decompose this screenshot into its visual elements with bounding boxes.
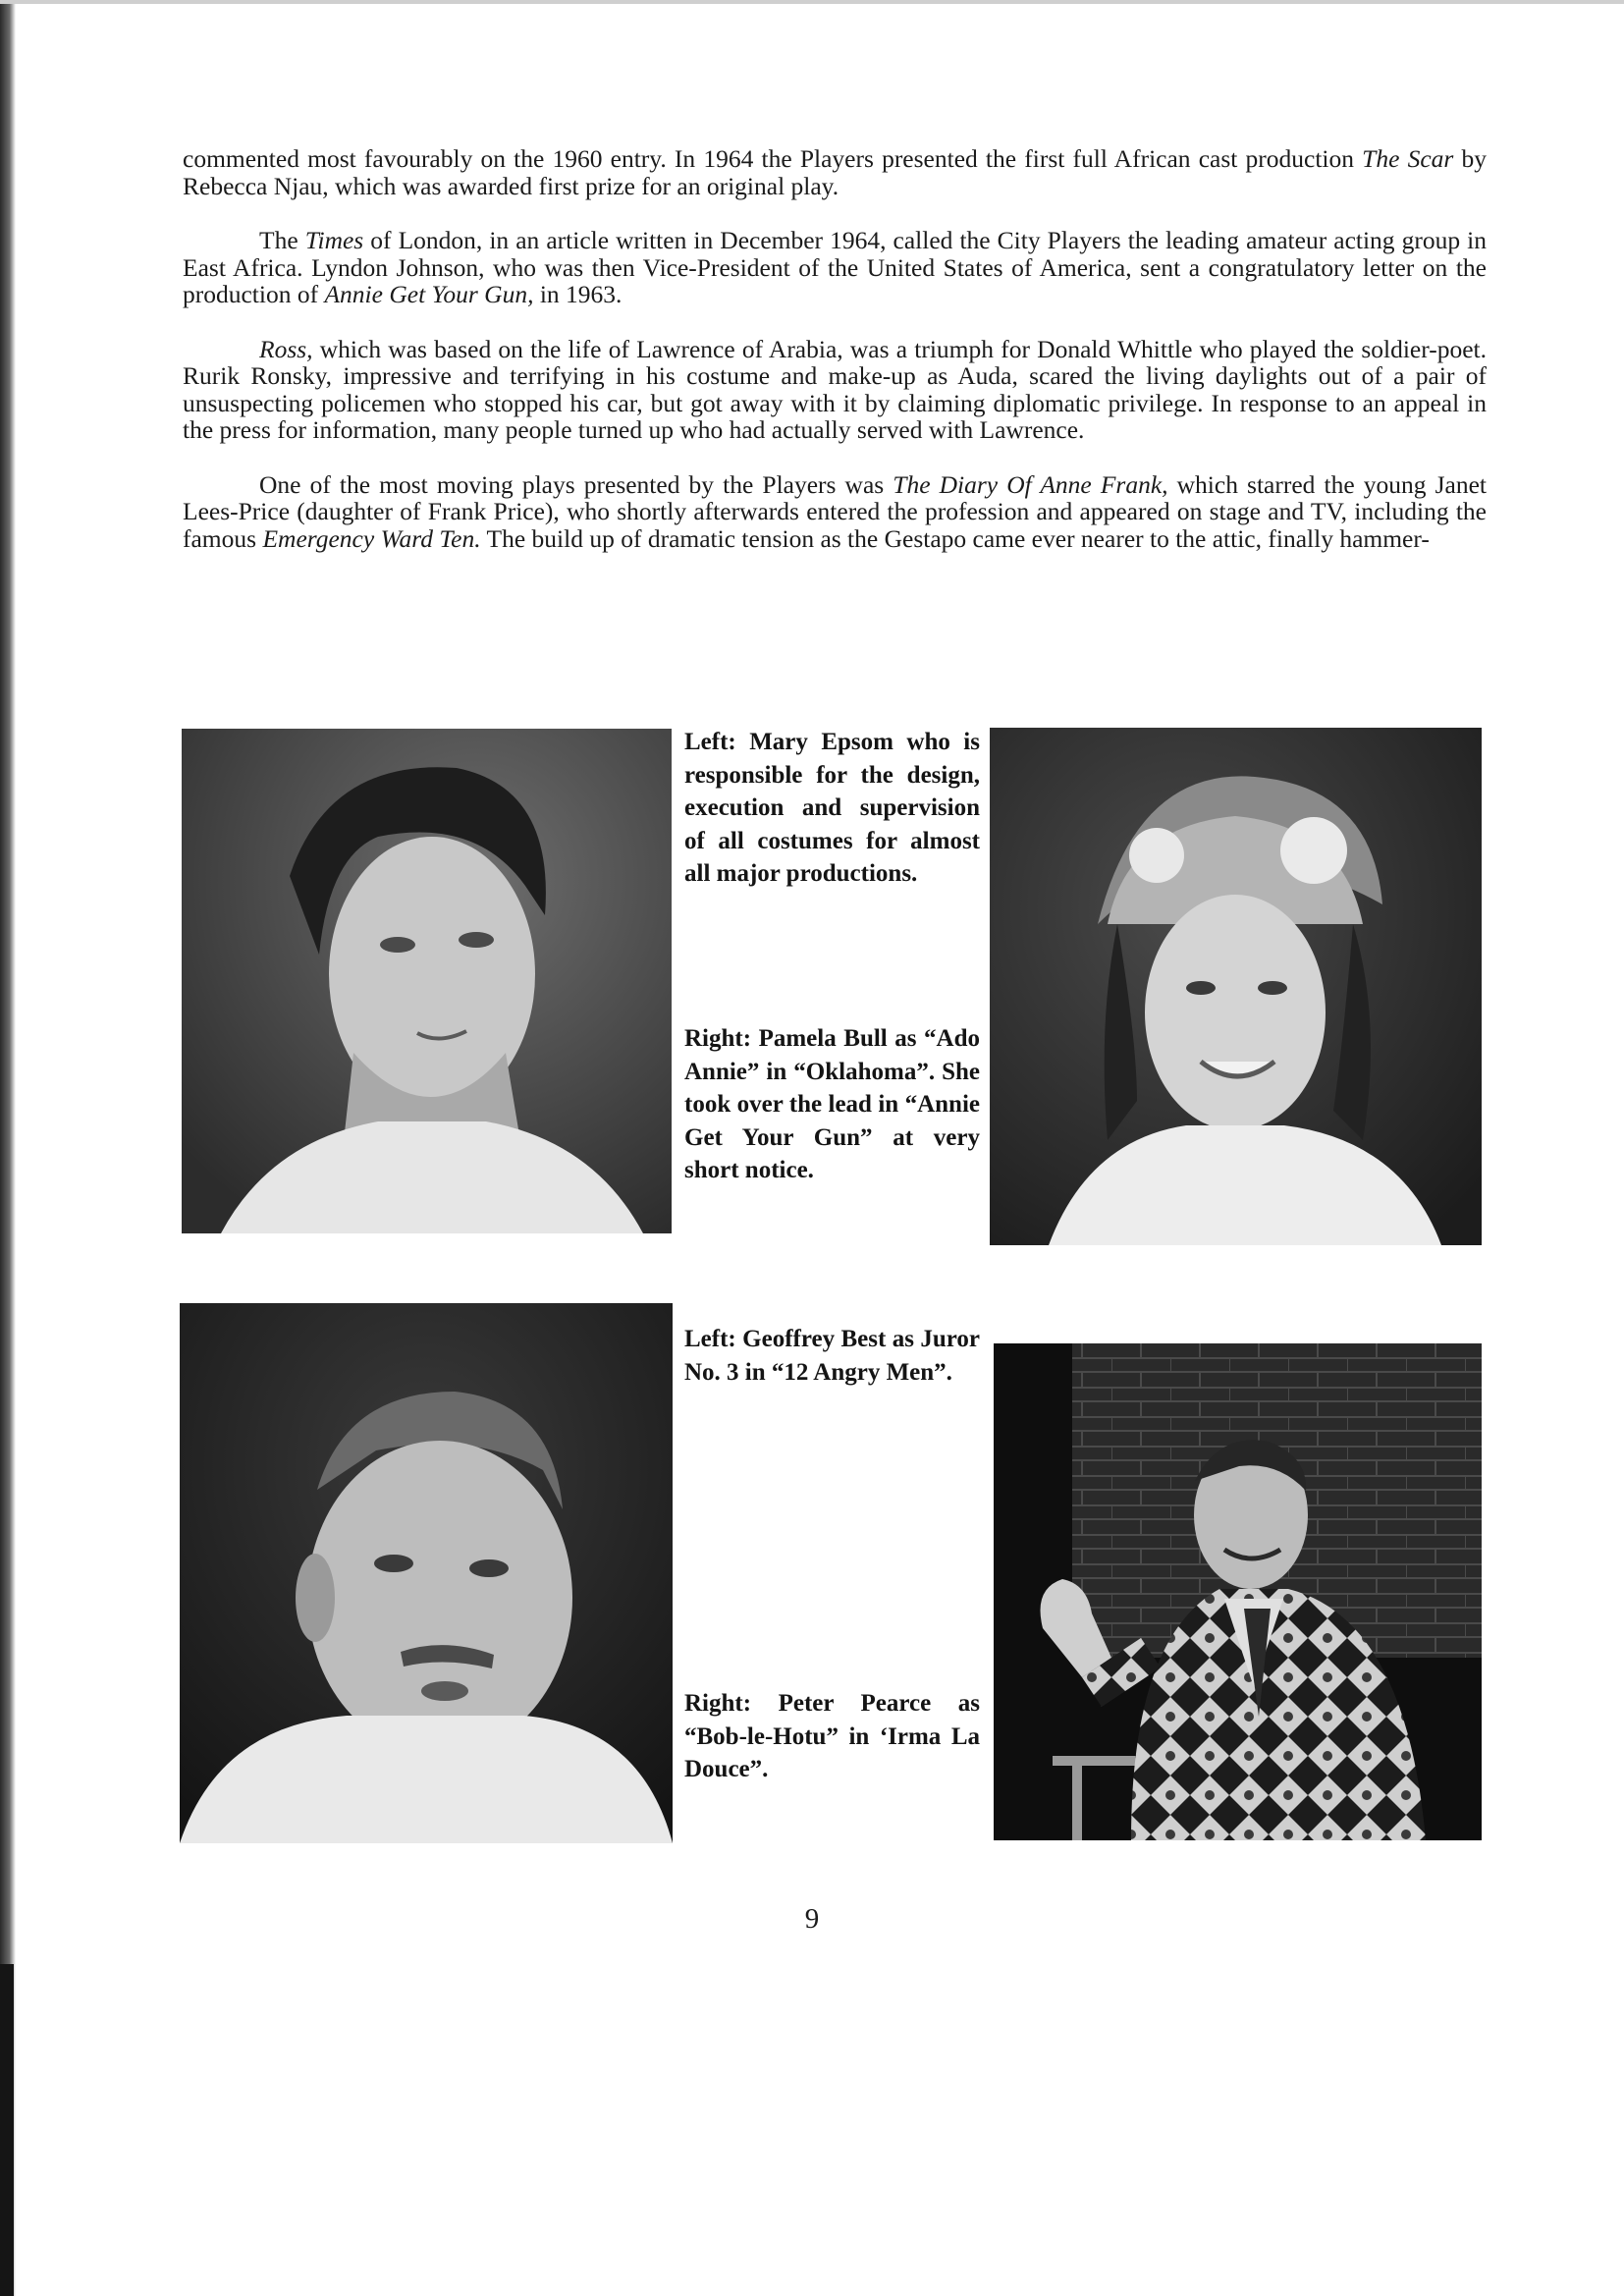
italic-title: The Scar [1362, 144, 1454, 173]
text-run: The build up of dramatic tension as the Gestapo came ever nearer to the attic, finally hammer- [480, 523, 1430, 553]
paragraph-1 [183, 145, 1487, 199]
photo-geoffrey-best [180, 1303, 673, 1843]
paragraph-3 [183, 336, 1487, 444]
text-run: in 1963. [533, 280, 623, 308]
text-run: by Rebecca Njau, which was awarded first prize for an original play. [183, 144, 1488, 200]
body-text [183, 145, 1487, 579]
italic-title: Annie Get Your Gun, [324, 280, 534, 308]
italic-title: Ross, [259, 334, 313, 363]
photo-peter-pearce [994, 1343, 1482, 1840]
photo-pamela-bull [990, 728, 1482, 1245]
text-run: which starred the young Janet Lees-Price (daughter of Frank Price), who shortly afterwards entered the profession and appeared on stage and TV, including the famous [183, 469, 1487, 553]
photo-mary-epsom [182, 729, 672, 1233]
text-run: One of the most moving plays presented by the Players was [259, 469, 893, 499]
italic-title: Emergency Ward Ten. [262, 523, 481, 553]
scan-left-shadow [0, 1964, 14, 2296]
paragraph-2 [183, 227, 1487, 308]
text-run: of London, in an article written in December 1964, called the City Players the leading amateur acting group in East Africa. Lyndon Johnson, who was then Vice-President of the United States of America, sent a congratulatory letter on the production of [183, 226, 1487, 308]
text-run: which was based on the life of Lawrence of Arabia, was a triumph for Donald Whittle who played the soldier-poet. Rurik Ronsky, impressive and terrifying in his costume and make-up as Auda, scared the living daylights out of a pair of unsuspecting policemen who stopped his car, but got away with it by claiming diplomatic privilege. In response to an appeal in the press for information, many people turned up who had actually served with Lawrence. [183, 334, 1487, 444]
paragraph-4 [183, 471, 1487, 553]
italic-title: The Diary Of Anne Frank, [893, 469, 1168, 499]
scan-top-edge [0, 0, 1624, 4]
scan-left-edge [0, 0, 16, 2296]
caption-geoffrey-best: Left: Geoffrey Best as Juror No. 3 in “12 Angry Men”. [684, 1326, 980, 1386]
caption-mary-epsom: Left: Mary Epsom who is responsible for the design, execution and supervision of all costumes for almost all major productions. [684, 729, 980, 887]
page-number: 9 [804, 1903, 820, 1935]
italic-title: Times [304, 226, 364, 254]
text-run: The [259, 226, 305, 254]
text-run: commented most favourably on the 1960 entry. In 1964 the Players presented the first full African cast production [183, 144, 1363, 173]
caption-peter-pearce: Right: Peter Pearce as “Bob-le-Hotu” in ‘Irma La Douce”. [684, 1690, 980, 1782]
caption-pamela-bull: Right: Pamela Bull as “Ado Annie” in “Oklahoma”. She took over the lead in “Annie Get Your Gun” at very short notice. [684, 1025, 980, 1183]
